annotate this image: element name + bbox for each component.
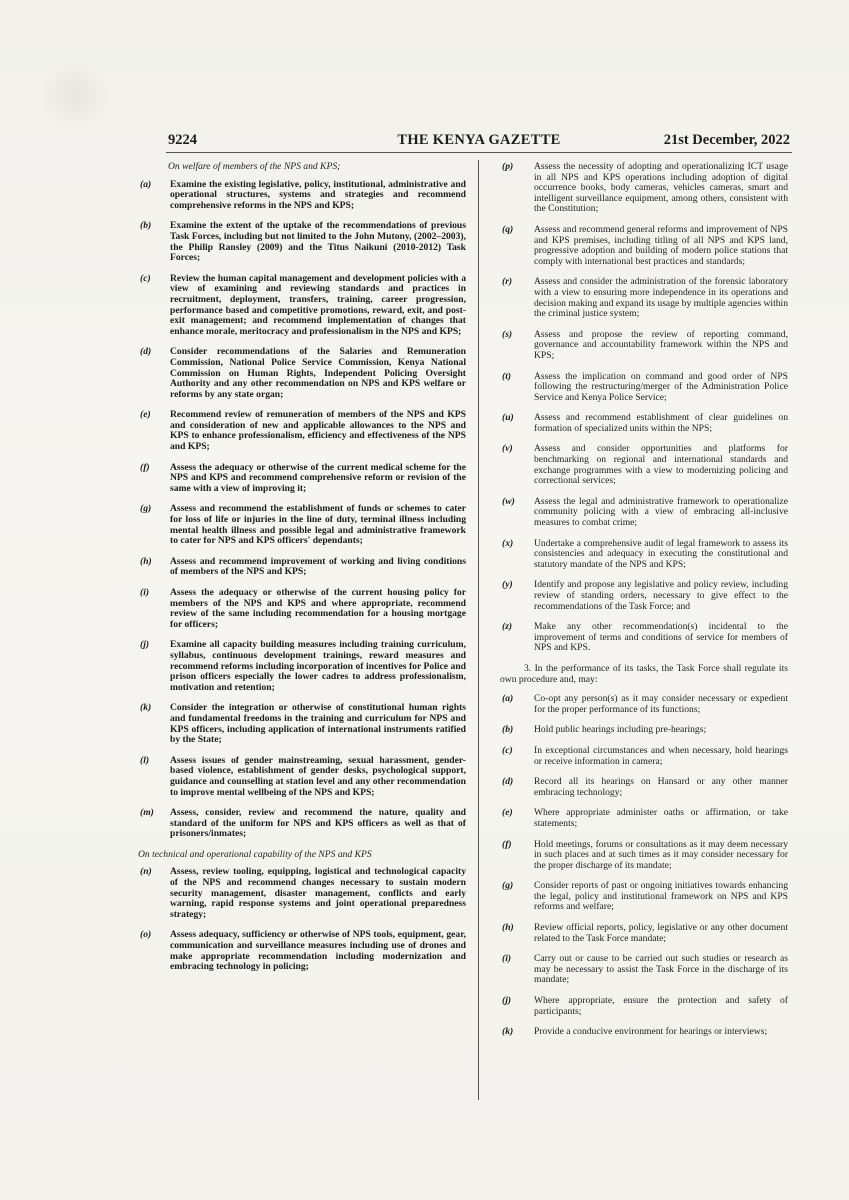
- item-text: Consider the integration or otherwise of constitutional human rights and fundamental freedoms in the training and curriculum for NPS and KPS officers, including application of international instruments ratified by the State;: [170, 702, 466, 746]
- list-item: [500, 277, 788, 319]
- list-item: [500, 330, 788, 362]
- item-text: Assess and recommend establishment of clear guidelines on formation of specialized units within the NPS;: [534, 412, 788, 434]
- item-label: (v): [502, 443, 513, 455]
- item-label: (h): [140, 555, 152, 567]
- list-item: [500, 694, 788, 715]
- list-item: [500, 372, 788, 404]
- list-item: [138, 756, 466, 798]
- list-item: [138, 221, 466, 263]
- list-item: [500, 413, 788, 434]
- item-text: Co-opt any person(s) as it may consider necessary or expedient for the proper performance of its functions;: [534, 693, 788, 715]
- list-item: [500, 923, 788, 944]
- list-item: [500, 497, 788, 529]
- list-item: [138, 463, 466, 495]
- item-label: (q): [502, 223, 514, 235]
- item-text: Assess the adequacy or otherwise of the current housing policy for members of the NPS and KPS and where appropriate, recommend review of the same including recommendation for a housing mortgage for officers;: [170, 587, 466, 630]
- item-label: (a): [502, 693, 514, 705]
- list-item: [500, 996, 788, 1017]
- item-text: Examine all capacity building measures including training curriculum, syllabus, continuous development trainings, reward measures and recommend reforms including incorporation of incentives for Police and prison officers especially the lower cadres to address professionalism, motivation and retention;: [170, 639, 466, 693]
- item-text: Assess the legal and administrative framework to operationalize community policing with a view of embracing all-inclusive measures to combat crime;: [534, 495, 788, 529]
- item-text: Examine the existing legislative, policy, institutional, administrative and operational structures, systems and strategies and recommend comprehensive reforms in the NPS and KPS;: [170, 178, 466, 211]
- paragraph-3: 3. In the performance of its tasks, the Task Force shall regulate its own procedure and, may:: [500, 662, 788, 685]
- item-label: (d): [140, 346, 152, 358]
- list-item: [500, 622, 788, 654]
- item-text: Assess and recommend the establishment of funds or schemes to cater for loss of life or injuries in the line of duty, terminal illness including mental health illness and possible legal and administrative framework to cater for NPS and KPS officers' dependants;: [170, 503, 466, 547]
- list-item: [500, 777, 788, 798]
- item-label: (i): [140, 587, 150, 598]
- list-item: [500, 539, 788, 571]
- list-item: [500, 954, 788, 986]
- item-text: Assess and recommend general reforms and improvement of NPS and KPS premises, including titling of all NPS and KPS land, progressive adoption and building of modern police stations that comply with international best practices and standards;: [534, 223, 788, 267]
- item-label: (z): [502, 621, 513, 633]
- item-label: (s): [502, 328, 513, 340]
- item-text: Undertake a comprehensive audit of legal framework to assess its consistencies and adequacy in executing the constitutional and statutory mandate of the NPS and KPS;: [534, 537, 788, 570]
- list-item: [500, 808, 788, 829]
- left-column: [138, 162, 466, 983]
- publication-title: THE KENYA GAZETTE: [397, 132, 561, 148]
- item-label: (c): [502, 744, 513, 756]
- item-label: (d): [502, 776, 514, 788]
- item-label: (b): [140, 220, 152, 232]
- item-text: In exceptional circumstances and when necessary, hold hearings or receive information in camera;: [534, 744, 788, 767]
- header-rule: [166, 152, 792, 153]
- item-label: (a): [140, 178, 152, 190]
- welfare-list: [138, 180, 466, 840]
- item-text: Recommend review of remuneration of members of the NPS and KPS and consideration of new and applicable allowances to the NPS and KPS to enhance professionalism, efficiency and effectiveness of the NPS and KPS;: [170, 409, 466, 453]
- item-text: Identify and propose any legislative and policy review, including review of standing orders, necessary to give effect to the recommendations of the Task Force; and: [534, 579, 788, 612]
- item-label: (h): [502, 922, 514, 934]
- item-label: (f): [502, 838, 512, 850]
- item-text: Assess issues of gender mainstreaming, sexual harassment, gender-based violence, establishment of gender desks, psychological support, guidance and counselling at station level and any other recommendation to improve mental wellbeing of the NPS and KPS;: [170, 754, 466, 798]
- list-item: [138, 640, 466, 693]
- item-label: (o): [140, 929, 152, 941]
- item-text: Assess and consider the administration of the forensic laboratory with a view to ensuring more independence in its operations and decision making and expand its usage by multiple agencies within the criminal justice system;: [534, 276, 788, 320]
- list-item: [500, 746, 788, 767]
- item-label: (k): [140, 702, 152, 714]
- list-item: [500, 580, 788, 612]
- procedure-list: [500, 694, 788, 1038]
- list-item: [500, 725, 788, 736]
- item-label: (g): [140, 503, 152, 515]
- item-text: Assess, consider, review and recommend the nature, quality and standard of the uniform for NPS and KPS officers as well as that of prisoners/inmates;: [170, 807, 466, 840]
- technical-list: [138, 867, 466, 972]
- item-label: (r): [502, 276, 513, 288]
- list-item: [138, 808, 466, 840]
- item-label: (j): [140, 639, 150, 651]
- list-item: [138, 703, 466, 745]
- item-text: Assess the necessity of adopting and operationalizing ICT usage in all NPS and KPS operations including adoption of digital occurrence books, body cameras, vehicles cameras, smart and intelligent surveillance equipment, among others, consistent with the Constitution;: [534, 161, 788, 215]
- list-item: [138, 180, 466, 212]
- section-heading-welfare: On welfare of members of the NPS and KPS;: [168, 161, 341, 172]
- section-heading-technical: On technical and operational capability of the NPS and KPS: [138, 848, 372, 860]
- item-text: Assess and recommend improvement of working and living conditions of members of the NPS and KPS;: [170, 555, 466, 578]
- list-item: [138, 504, 466, 546]
- list-item: [500, 840, 788, 872]
- technical-list-continued: [500, 162, 788, 654]
- paper-stain: [40, 60, 110, 130]
- item-text: Assess the implication on command and good order of NPS following the restructuring/merger of the Administration Police Service and Kenya Police Service;: [534, 370, 788, 403]
- list-item: [138, 867, 466, 920]
- item-label: (w): [502, 495, 515, 507]
- item-label: (e): [502, 807, 513, 819]
- item-label: (i): [502, 953, 512, 965]
- item-label: (f): [140, 461, 150, 473]
- item-label: (e): [140, 409, 151, 421]
- right-column: [500, 162, 788, 1048]
- item-text: Consider recommendations of the Salaries and Remuneration Commission, National Police Service Commission, Kenya National Commission on Human Rights, Independent Policing Oversight Authority and any other recommendation on NPS and KPS welfare or reforms by any state organ;: [170, 346, 466, 400]
- list-item: [500, 881, 788, 913]
- item-label: (j): [502, 995, 512, 1007]
- item-text: Examine the extent of the uptake of the recommendations of previous Task Forces, including but not limited to the John Mutony, (2002–2003), the Philip Ransley (2009) and the Titus Naikuni (2010-2012) Task Forces;: [170, 220, 466, 264]
- item-text: Carry out or cause to be carried out such studies or research as may be necessary to assist the Task Force in the discharge of its mandate;: [534, 953, 788, 986]
- item-text: Record all its hearings on Hansard or any other manner embracing technology;: [534, 776, 788, 798]
- item-label: (g): [502, 880, 514, 892]
- list-item: [138, 410, 466, 452]
- item-text: Consider reports of past or ongoing initiatives towards enhancing the legal, policy and institutional framework on NPS and KPS reforms and welfare;: [534, 880, 788, 913]
- list-item: [500, 1027, 788, 1038]
- item-text: Assess, review tooling, equipping, logistical and technological capacity of the NPS and recommend changes necessary to sustain modern security management, disaster management, conflicts and early warning, rapid response systems and joint operational preparedness strategy;: [170, 866, 466, 920]
- item-label: (l): [140, 754, 150, 766]
- item-text: Assess adequacy, sufficiency or otherwise of NPS tools, equipment, gear, communication and surveillance measures including use of drones and make appropriate recommendation including modernization and embracing technology in policing;: [170, 929, 466, 973]
- list-item: [500, 444, 788, 486]
- item-text: Assess the adequacy or otherwise of the current medical scheme for the NPS and KPS and recommend comprehensive reform or revision of the same with a view of improving it;: [170, 461, 466, 494]
- list-item: [138, 588, 466, 630]
- item-label: (y): [502, 579, 513, 591]
- list-item: [138, 557, 466, 578]
- item-text: Make any other recommendation(s) incidental to the improvement of terms and conditions of service for members of NPS and KPS.: [534, 621, 788, 654]
- item-label: (t): [502, 370, 512, 382]
- item-text: Review the human capital management and development policies with a view of examining and reviewing standards and practices in recruitment, deployment, transfers, training, career progression, performance based and competitive promotions, reward, exit, and post-exit management; and recommend implementation of changes that enhance morale, meritocracy and professionalism in the NPS and KPS;: [170, 272, 466, 337]
- item-text: Provide a conducive environment for hearings or interviews;: [534, 1026, 768, 1038]
- item-label: (n): [140, 866, 152, 878]
- item-label: (c): [140, 272, 151, 284]
- item-label: (p): [502, 161, 514, 172]
- item-text: Where appropriate administer oaths or affirmation, or take statements;: [534, 807, 788, 829]
- item-text: Assess and propose the review of reporting command, governance and accountability framework within the NPS and KPS;: [534, 328, 788, 361]
- list-item: [500, 162, 788, 215]
- list-item: [138, 347, 466, 400]
- publication-date: 21st December, 2022: [663, 132, 790, 148]
- item-text: Assess and consider opportunities and platforms for benchmarking on regional and international standards and exchange programmes with a view to modernizing policing and correctional services;: [534, 443, 788, 487]
- page-number: 9224: [168, 132, 197, 148]
- item-label: (k): [502, 1026, 514, 1038]
- item-text: Hold meetings, forums or consultations as it may deem necessary in such places and at such times as it may consider necessary for the proper discharge of its mandate;: [534, 838, 788, 871]
- item-text: Review official reports, policy, legislative or any other document related to the Task Force mandate;: [534, 922, 788, 944]
- page-header: [168, 132, 790, 154]
- item-label: (x): [502, 537, 514, 549]
- item-text: Hold public hearings including pre-hearings;: [534, 724, 707, 736]
- list-item: [138, 274, 466, 338]
- item-label: (u): [502, 412, 514, 424]
- list-item: [138, 930, 466, 972]
- item-label: (b): [502, 724, 514, 736]
- column-divider: [478, 160, 479, 1100]
- item-label: (m): [140, 807, 154, 819]
- item-text: Where appropriate, ensure the protection and safety of participants;: [534, 995, 788, 1017]
- list-item: [500, 225, 788, 267]
